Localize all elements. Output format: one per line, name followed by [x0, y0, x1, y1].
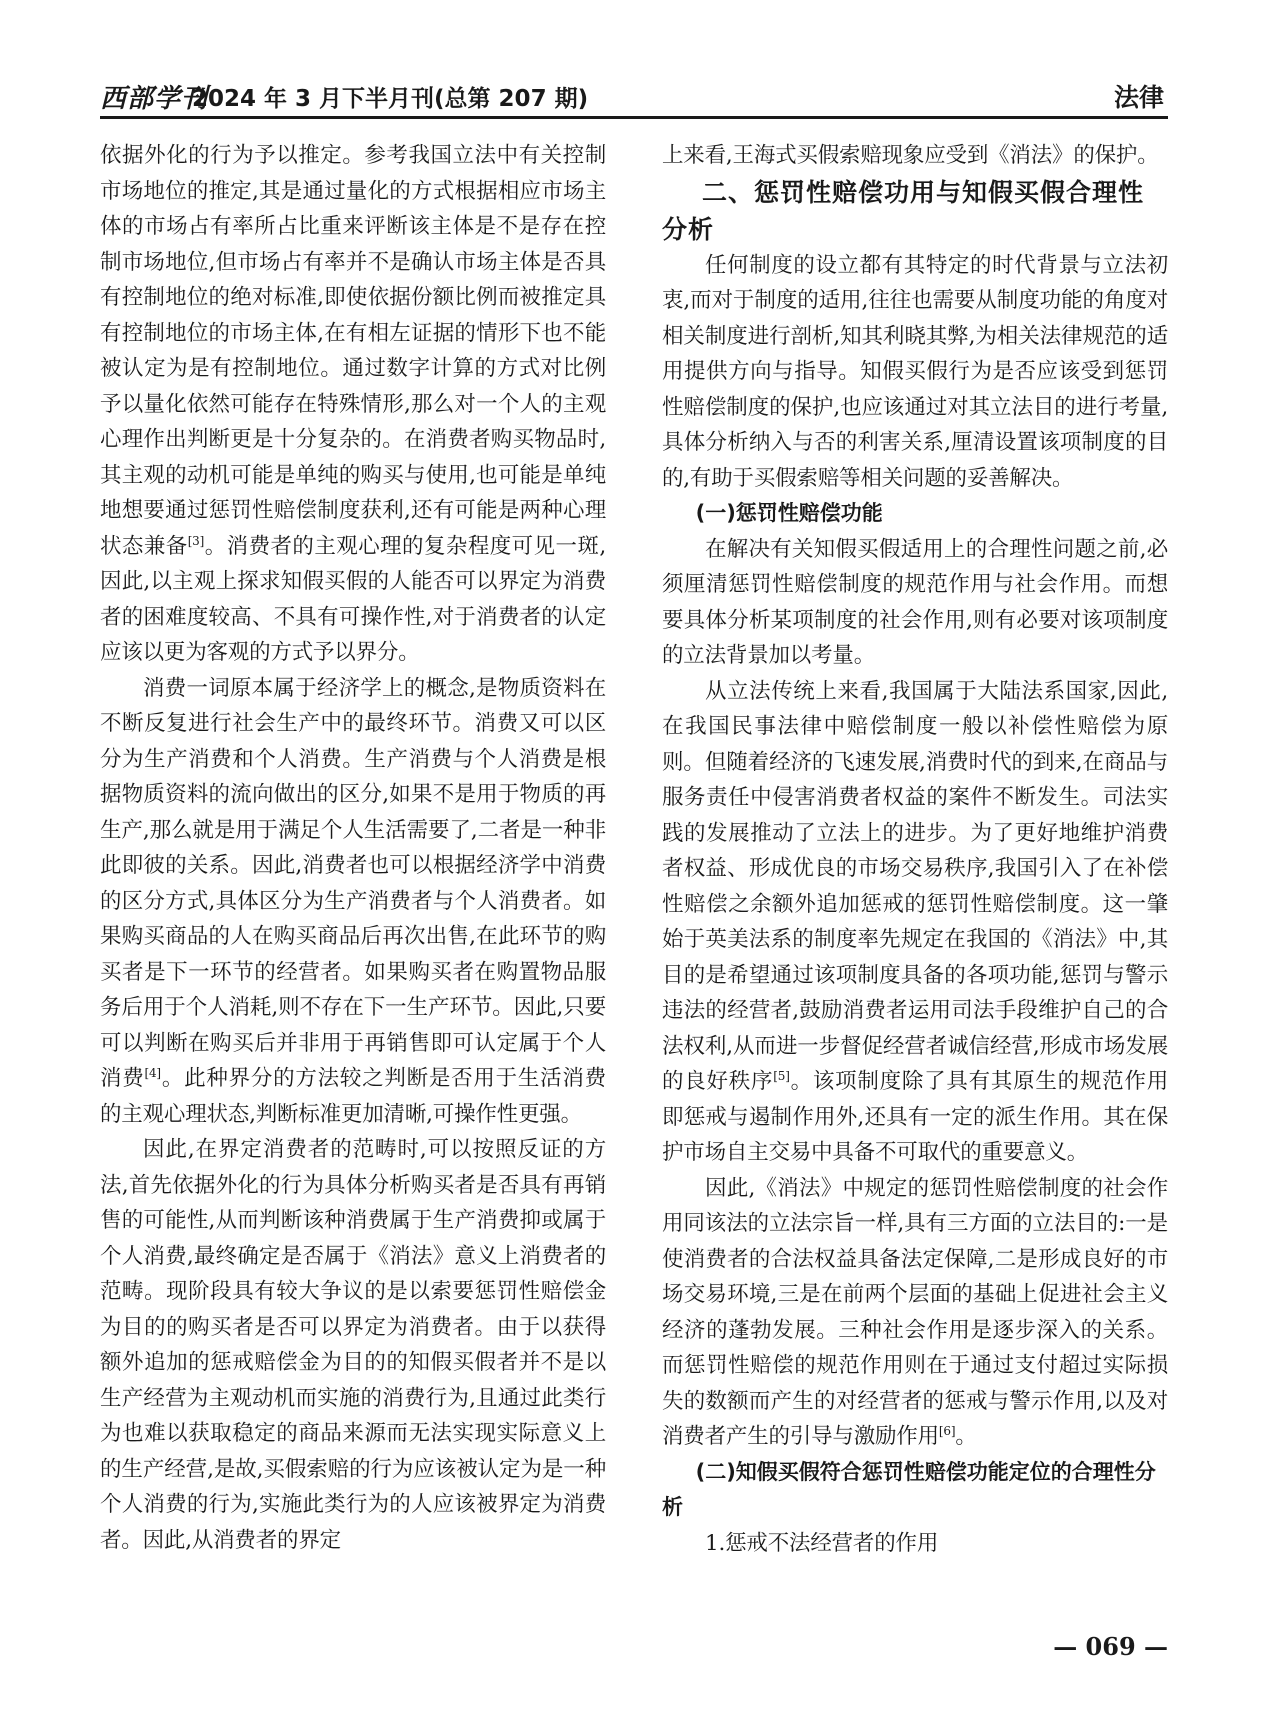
paragraph-text: 在解决有关知假买假适用上的合理性问题之前,必须厘清惩罚性赔偿制度的规范作用与社会作用。而想要具体分析某项制度的社会作用,则有必要对该项制度的立法背景加以考量。 [662, 536, 1168, 668]
paragraph [100, 1132, 606, 1558]
issue-info: 2024 年 3 月下半月刊(总第 207 期) [192, 86, 589, 112]
paragraph-text: 从立法传统上来看,我国属于大陆法系国家,因此,在我国民事法律中赔偿制度一般以补偿性赔偿为原则。但随着经济的飞速发展,消费时代的到来,在商品与服务责任中侵害消费者权益的案件不断发生。司法实践的发展推动了立法上的进步。为了更好地维护消费者权益、形成优良的市场交易秩序,我国引入了在补偿性赔偿之余额外追加惩戒的惩罚性赔偿制度。这一肇始于英美法系的制度率先规定在我国的《消法》中,其目的是希望通过该项制度具备的各项功能,惩罚与警示违法的经营者,鼓励消费者运用司法手段维护自己的合法权利,从而进一步督促经营者诚信经营,形成市场发展的良好秩序 [662, 678, 1168, 1094]
paragraph [662, 248, 1168, 497]
paragraph [662, 1526, 1168, 1562]
paragraph-text: 依据外化的行为予以推定。参考我国立法中有关控制市场地位的推定,其是通过量化的方式根据相应市场主体的市场占有率所占比重来评断该主体是不是存在控制市场地位,但市场占有率并不是确认市场主体是否具有控制地位的绝对标准,即使依据份额比例而被推定具有控制地位的市场主体,在有相左证据的情形下也不能被认定为是有控制地位。通过数字计算的方式对比例予以量化依然可能存在特殊情形,那么对一个人的主观心理作出判断更是十分复杂的。在消费者购买物品时,其主观的动机可能是单纯的购买与使用,也可能是单纯地想要通过惩罚性赔偿制度获利,还有可能是两种心理状态兼备 [100, 143, 606, 559]
paragraph [662, 1171, 1168, 1455]
paragraph [662, 138, 1168, 174]
page-number: — 069 — [1053, 1632, 1168, 1661]
citation-marker: [6] [938, 1423, 956, 1438]
citation-marker: [4] [144, 1065, 161, 1080]
paragraph-text: 消费一词原本属于经济学上的概念,是物质资料在不断反复进行社会生产中的最终环节。消费又可以区分为生产消费和个人消费。生产消费与个人消费是根据物质资料的流向做出的区分,如果不是用于物质的再生产,那么就是用于满足个人生活需要了,二者是一种非此即彼的关系。因此,消费者也可以根据经济学中消费的区分方式,具体区分为生产消费者与个人消费者。如果购买商品的人在购买商品后再次出售,在此环节的购买者是下一环节的经营者。如果购买者在购置物品服务后用于个人消耗,则不存在下一生产环节。因此,只要可以判断在购买后并非用于再销售即可认定属于个人消费 [100, 675, 606, 1091]
paragraph [100, 671, 606, 1133]
paragraph-text: 1.惩戒不法经营者的作用 [705, 1530, 939, 1556]
citation-marker: [3] [187, 533, 205, 548]
left-column [100, 138, 606, 1588]
paragraph-text: 任何制度的设立都有其特定的时代背景与立法初衷,而对于制度的适用,往往也需要从制度功能的角度对相关制度进行剖析,知其利晓其弊,为相关法律规范的适用提供方向与指导。知假买假行为是否应该受到惩罚性赔偿制度的保护,也应该通过对其立法目的进行考量,具体分析纳入与否的利害关系,厘清设置该项制度的目的,有助于买假索赔等相关问题的妥善解决。 [662, 252, 1168, 491]
paragraph [662, 532, 1168, 674]
journal-logo: 西部学刊 [100, 84, 209, 114]
subsection-heading: (一)惩罚性赔偿功能 [695, 501, 883, 525]
paragraph-text: 因此,在界定消费者的范畴时,可以按照反证的方法,首先依据外化的行为具体分析购买者是否具有再销售的可能性,从而判断该种消费属于生产消费抑或属于个人消费,最终确定是否属于《消法》意义上消费者的范畴。现阶段具有较大争议的是以索要惩罚性赔偿金为目的的购买者是否可以界定为消费者。由于以获得额外追加的惩戒赔偿金为目的的知假买假者并不是以生产经营为主观动机而实施的消费行为,且通过此类行为也难以获取稳定的商品来源而无法实现实际意义上的生产经营,是故,买假索赔的行为应该被认定为是一种个人消费的行为,实施此类行为的人应该被界定为消费者。因此,从消费者的界定 [100, 1137, 606, 1553]
section-name: 法律 [1113, 83, 1164, 112]
subsection-heading: (二)知假买假符合惩罚性赔偿功能定位的合理性分析 [662, 1459, 1156, 1519]
paragraph-text-continued: 。 [955, 1424, 977, 1449]
paragraph [100, 138, 606, 671]
paragraph-text-continued: 。此种界分的方法较之判断是否用于生活消费的主观心理状态,判断标准更加清晰,可操作性更强。 [100, 1066, 606, 1127]
right-column [662, 138, 1168, 1588]
running-header [100, 76, 1168, 119]
paragraph-text: 上来看,王海式买假索赔现象应受到《消法》的保护。 [662, 143, 1159, 168]
paragraph-text-continued: 。消费者的主观心理的复杂程度可见一斑,因此,以主观上探求知假买假的人能否可以界定为消费者的困难度较高、不具有可操作性,对于消费者的认定应该以更为客观的方式予以界分。 [100, 533, 606, 665]
paragraph-text-continued: 。该项制度除了具有其原生的规范作用即惩戒与遏制作用外,还具有一定的派生作用。其在保护市场自主交易中具备不可取代的重要意义。 [662, 1069, 1168, 1165]
section-heading: 二、惩罚性赔偿功用与知假买假合理性分析 [662, 177, 1145, 244]
citation-marker: [5] [773, 1068, 790, 1083]
paragraph-text: 因此,《消法》中规定的惩罚性赔偿制度的社会作用同该法的立法宗旨一样,具有三方面的立法目的:一是使消费者的合法权益具备法定保障,二是形成良好的市场交易环境,三是在前两个层面的基础上促进社会主义经济的蓬勃发展。三种社会作用是逐步深入的关系。而惩罚性赔偿的规范作用则在于通过支付超过实际损失的数额而产生的对经营者的惩戒与警示作用,以及对消费者产生的引导与激励作用 [662, 1175, 1168, 1449]
paragraph [662, 674, 1168, 1171]
